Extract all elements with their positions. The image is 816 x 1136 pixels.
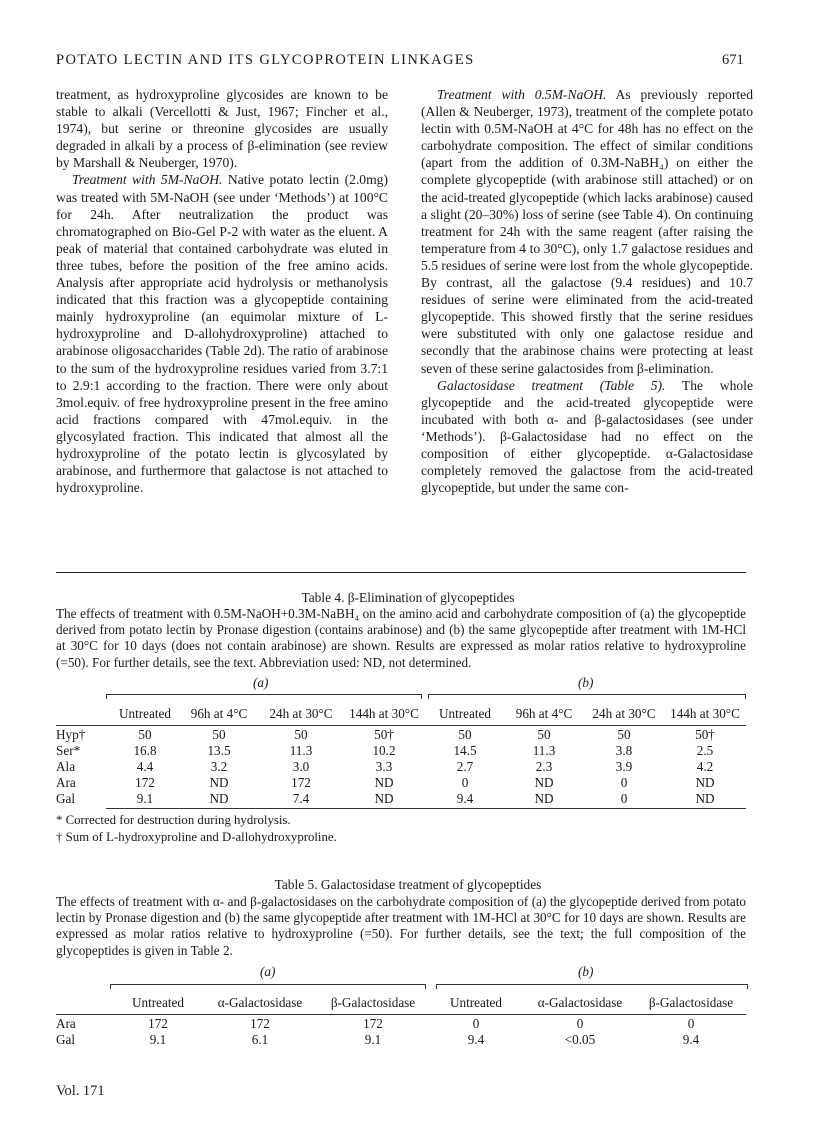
table-cell: ND [695, 791, 715, 806]
table5 [56, 992, 746, 1048]
table4-caption: Table 4. β-Elimination of glycopeptides [301, 590, 515, 605]
running-title: POTATO LECTIN AND ITS GLYCOPROTEIN LINKAGES [56, 52, 475, 68]
table-cell: 2.3 [535, 759, 553, 774]
table-cell: 2.7 [456, 759, 474, 774]
table-cell: 172 [135, 775, 155, 790]
table5-group-a-label: (a) [260, 964, 276, 979]
table-cell: 2.5 [696, 743, 714, 758]
table5-column-header: α-Galactosidase [217, 994, 303, 1010]
table-cell: 3.3 [375, 759, 393, 774]
table-row [56, 727, 746, 743]
table-cell: 9.4 [467, 1032, 485, 1047]
paragraph [421, 86, 753, 377]
table-cell: 172 [250, 1016, 270, 1031]
table-cell: 172 [148, 1016, 168, 1031]
table-cell: 3.2 [210, 759, 228, 774]
table-row [56, 1032, 746, 1048]
table4-group-b-label: (b) [578, 675, 594, 690]
table4-description: The effects of treatment with 0.5M-NaOH+0.3M-NaBH₄ on the amino acid and carbohydrate composition of (a) the glycopeptide derived from potato lectin by Pronase digestion (contains arabinose) and (b) the same glycopeptide after treatment with 1M-HCl at 30°C for 10 days (does not contain arabinose) are shown. Results are expressed as molar ratios relative to hydroxyproline (=50). For further details, see the text. Abbreviation used: ND, not determined. [56, 606, 746, 670]
table4 [56, 703, 746, 807]
paragraph-heading: Treatment with 5M-NaOH. [72, 172, 223, 188]
table-cell: 50 [617, 727, 631, 742]
table-cell: 6.1 [251, 1032, 269, 1047]
table-cell: <0.05 [564, 1032, 596, 1047]
table4-stub-header [56, 703, 112, 725]
table-cell: 172 [291, 775, 311, 790]
row-label: Gal [56, 1032, 76, 1047]
page-number: 671 [722, 52, 744, 68]
table-cell: 50 [212, 727, 226, 742]
table-cell: 50 [294, 727, 308, 742]
table4-column-header: 144h at 30°C [670, 705, 740, 721]
table-cell: ND [374, 775, 394, 790]
table-cell: ND [209, 775, 229, 790]
table-cell: ND [695, 775, 715, 790]
table-cell: 10.2 [372, 743, 396, 758]
table4-column-header: 24h at 30°C [592, 705, 656, 721]
table5-group-a-brace [110, 984, 426, 989]
paragraph [56, 171, 388, 496]
table-cell: 0 [576, 1016, 584, 1031]
table4-group-b-brace [428, 694, 746, 699]
table-row [56, 775, 746, 791]
table-cell: 50† [374, 727, 394, 742]
table4-group-a-label: (a) [253, 675, 269, 690]
table5-column-header: β-Galactosidase [330, 994, 416, 1010]
table-cell: 9.4 [682, 1032, 700, 1047]
table-cell: 3.0 [292, 759, 310, 774]
table5-column-header: Untreated [450, 994, 502, 1010]
table4-group-a-brace [106, 694, 422, 699]
table-cell: 50 [537, 727, 551, 742]
table4-footnote: † Sum of L-hydroxyproline and D-allohydroxyproline. [56, 830, 337, 844]
paragraph-body: Native potato lectin (2.0mg) was treated with 5M-NaOH (see under ‘Methods’) at 100°C for 24h. After neutralization the product was chromatographed on Bio-Gel P-2 with water as the eluent. A peak of material that contained carbohydrate was eluted in three tubes, before the position of the free amino acids. Analysis after appropriate acid hydrolysis or methanolysis indicated that this fraction was a glycopeptide containing mainly hydroxyproline (an equimolar mixture of L-hydroxyproline and D-allohydroxyproline) attached to arabinose oligosaccharides (Table 2d). The ratio of arabinose to the sum of the hydroxyproline residues varied from 3.7:1 to 2.9:1 according to the fraction. There were only about 3mol.equiv. of free hydroxyproline present in the free amino acid fractions compared with 47mol.equiv. in the glycosylated fraction. This indicated that almost all the hydroxyproline of the potato lectin is glycosylated by arabinose, and furthermore that galactose is not attached to hydroxyproline. [56, 172, 388, 496]
table-cell: 14.5 [453, 743, 477, 758]
table-row [56, 743, 746, 759]
table-cell: 9.1 [136, 791, 154, 806]
table-cell: 11.3 [289, 743, 313, 758]
table4-column-header: 24h at 30°C [269, 705, 333, 721]
table-cell: 4.2 [696, 759, 714, 774]
table-cell: 0 [461, 775, 469, 790]
table-cell: 0 [472, 1016, 480, 1031]
table4-column-header: 144h at 30°C [349, 705, 419, 721]
paragraph-body: As previously reported (Allen & Neuberger, 1973), treatment of the complete potato lectin with 0.5M-NaOH at 4°C for 48h has no effect on the carbohydrate composition. The effect of similar conditions (apart from the addition of 0.3M-NaBH₄) on either the complete glycopeptide (with arabinose still attached) or on the acid-treated glycopeptide (which lacks arabinose) caused a slight (20–30%) loss of serine (see Table 4). On continuing treatment for 24h with the same reagent (after raising the temperature from 4 to 30°C), only 1.7 galactose residues and 5.5 residues of serine were lost from the whole glycopeptide. By contrast, all the galactose (9.4 residues) and 10.7 residues of serine were eliminated from the acid-treated glycopeptide. This showed firstly that the serine residues were substituted with only one galactose residue and secondly that the arabinose chains were protecting at least seven of these serine galactosides from β-elimination. [421, 87, 753, 376]
row-label: Ala [56, 759, 76, 774]
table-cell: 9.4 [456, 791, 474, 806]
row-label: Ser* [56, 743, 81, 758]
table-cell: 50 [138, 727, 152, 742]
section-divider [56, 572, 746, 573]
table-cell: ND [534, 791, 554, 806]
table-cell: 3.8 [615, 743, 633, 758]
paragraph-heading: Treatment with 0.5M-NaOH. [437, 87, 607, 102]
table5-caption: Table 5. Galactosidase treatment of glycopeptides [274, 877, 542, 892]
row-label: Ara [56, 775, 76, 790]
row-label: Ara [56, 1016, 76, 1031]
paragraph-heading: Galactosidase treatment (Table 5). [437, 377, 666, 393]
table-cell: 0 [687, 1016, 695, 1031]
paragraph-body: The whole glycopeptide and the acid-treated glycopeptide were incubated with both α- and β-galactosidases (see under ‘Methods’). β-Galactosidase had no effect on the composition of either glycopeptide. α-Galactosidase completely removed the galactose from the acid-treated glycopeptide, but under the same con- [421, 377, 753, 496]
table-row [56, 1016, 746, 1032]
table-cell: ND [534, 775, 554, 790]
table-cell: 13.5 [207, 743, 231, 758]
table-cell: 4.4 [136, 759, 154, 774]
table4-footnote: * Corrected for destruction during hydrolysis. [56, 813, 291, 827]
table-cell: 172 [363, 1016, 383, 1031]
table-row [56, 759, 746, 775]
left-column [56, 86, 388, 496]
table-cell: ND [209, 791, 229, 806]
table-cell: 9.1 [364, 1032, 382, 1047]
table4-column-header: Untreated [439, 705, 491, 721]
table5-description: The effects of treatment with α- and β-galactosidases on the carbohydrate composition of (a) the glycopeptide derived from potato lectin by Pronase digestion and (b) the same glycopeptide after treatment with 1M-HCl at 30°C for 10 days are shown. Results are expressed as molar ratios relative to hydroxyproline (=50). For further details, see the text; the full composition of the glycopeptides is given in Table 2. [56, 894, 746, 958]
paragraph: treatment, as hydroxyproline glycosides are known to be stable to alkali (Vercellotti & Just, 1967; Fincher et al., 1974), but serine or threonine glycosides are usually degraded in alkali by a process of β-elimination (see review by Marshall & Neuberger, 1970). [56, 87, 388, 171]
table4-column-header: Untreated [119, 705, 171, 721]
volume-label: Vol. 171 [56, 1083, 105, 1099]
table-cell: 50† [695, 727, 715, 742]
table-cell: 0 [620, 791, 628, 806]
table-cell: 11.3 [532, 743, 556, 758]
table-cell: 50 [458, 727, 472, 742]
table-row [56, 791, 746, 807]
table4-bottom-rule [106, 808, 746, 809]
table-cell: 0 [620, 775, 628, 790]
table4-column-header: 96h at 4°C [190, 705, 248, 721]
table-cell: 16.8 [133, 743, 157, 758]
table5-group-b-label: (b) [578, 964, 594, 979]
table5-stub-header [56, 992, 114, 1014]
table-cell: ND [374, 791, 394, 806]
row-label: Gal [56, 791, 76, 806]
table-cell: 9.1 [149, 1032, 167, 1047]
table5-column-header: β-Galactosidase [648, 994, 734, 1010]
table-cell: 7.4 [292, 791, 310, 806]
row-label: Hyp† [56, 727, 86, 742]
table-cell: 3.9 [615, 759, 633, 774]
right-column [421, 86, 753, 496]
table5-group-b-brace [436, 984, 748, 989]
table4-column-header: 96h at 4°C [515, 705, 573, 721]
table5-column-header: α-Galactosidase [537, 994, 623, 1010]
paragraph [421, 377, 753, 497]
table5-column-header: Untreated [132, 994, 184, 1010]
